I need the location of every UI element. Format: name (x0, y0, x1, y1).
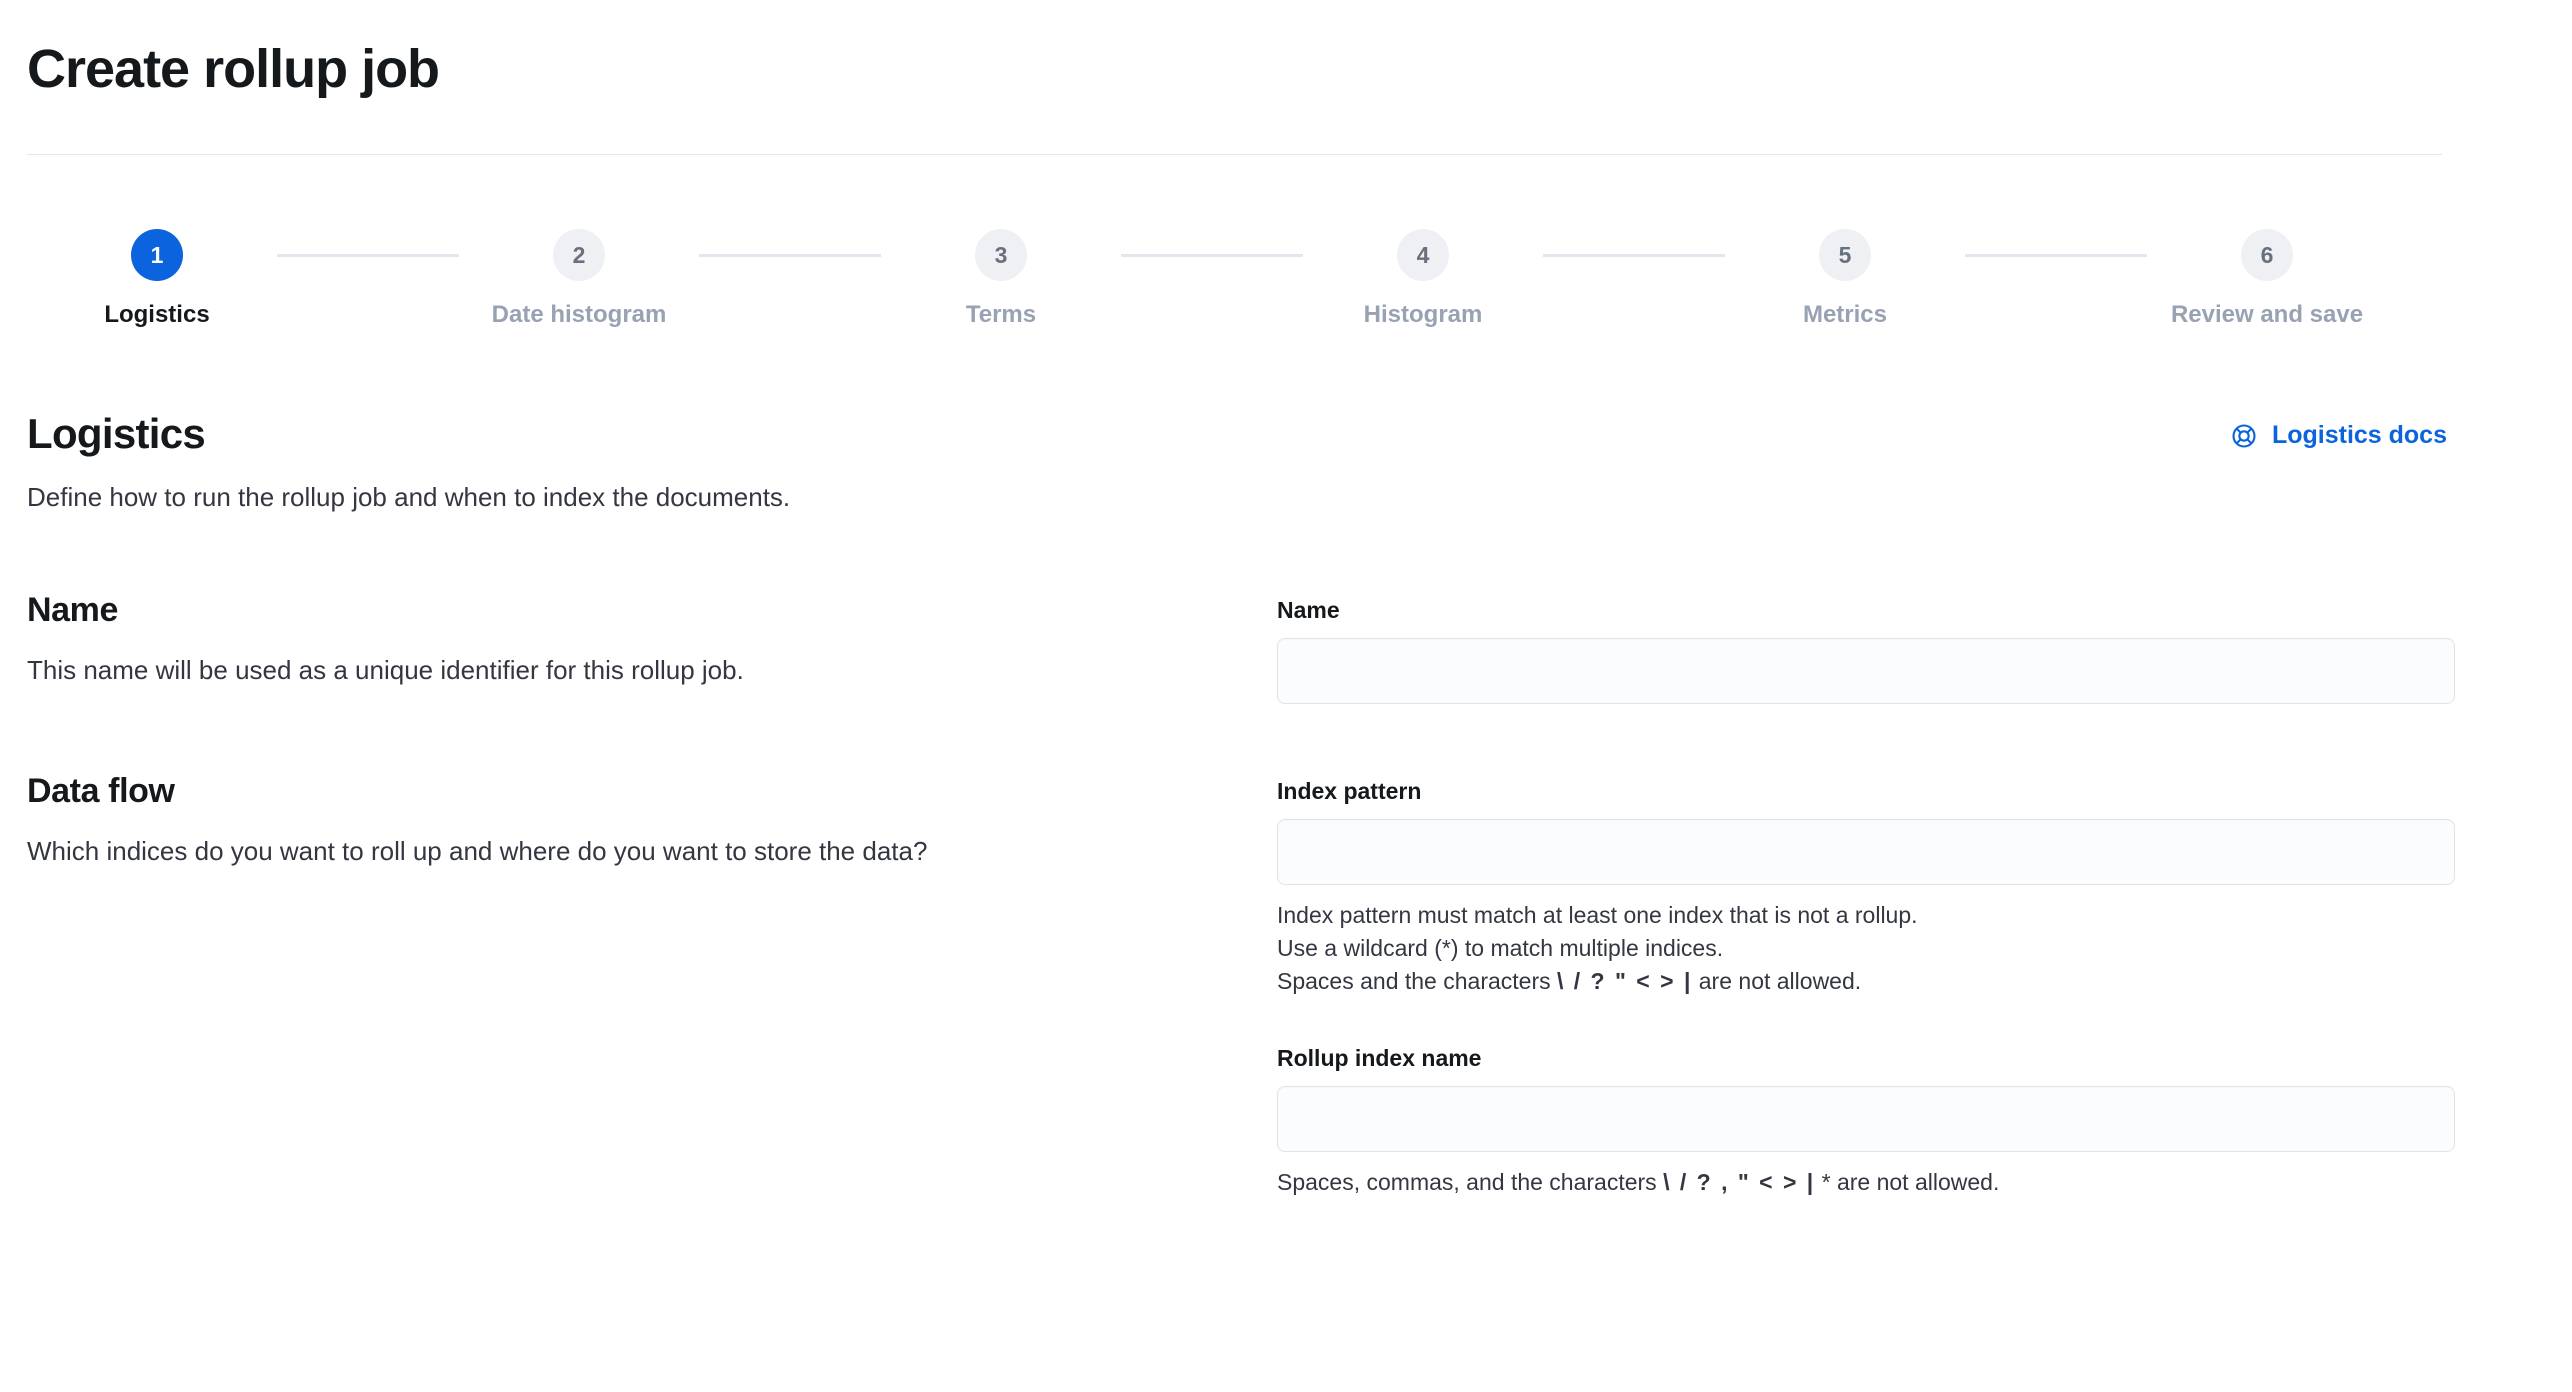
logistics-docs-label: Logistics docs (2271, 421, 2447, 450)
rollup-index-name-help (1277, 1166, 2467, 1199)
data-flow-row (27, 772, 2467, 1199)
help-circle-icon (2230, 422, 2258, 450)
index-pattern-group (1277, 778, 2467, 999)
title-divider (27, 154, 2442, 155)
step-date-histogram[interactable] (459, 229, 699, 329)
section-description: Define how to run the rollup job and when to index the documents. (27, 481, 791, 512)
create-rollup-job-page (0, 40, 2572, 1199)
name-field-label: Name (1277, 596, 1340, 623)
step-number-1: 1 (131, 229, 183, 281)
name-section-description: This name will be used as a unique identifier for this rollup job. (27, 654, 744, 685)
data-flow-section-title: Data flow (27, 771, 175, 810)
page-title: Create rollup job (27, 39, 440, 99)
step-logistics[interactable] (37, 229, 277, 329)
step-label-date-histogram: Date histogram (491, 301, 667, 329)
step-terms[interactable] (881, 229, 1121, 329)
step-histogram[interactable] (1303, 229, 1543, 329)
step-label-metrics: Metrics (1802, 301, 1888, 329)
rollup-index-name-group (1277, 1045, 2467, 1199)
step-metrics[interactable] (1725, 229, 1965, 329)
data-flow-section-description: Which indices do you want to roll up and where do you want to store the data? (27, 835, 928, 866)
section-title: Logistics (27, 410, 206, 458)
step-number-3: 3 (975, 229, 1027, 281)
rollup-index-name-help-prefix: Spaces, commas, and the characters (1277, 1168, 1664, 1195)
name-input[interactable] (1277, 638, 2455, 704)
data-flow-field-column (1277, 772, 2467, 1199)
index-pattern-input[interactable] (1277, 819, 2455, 885)
rollup-index-name-label: Rollup index name (1277, 1044, 1482, 1071)
rollup-index-name-input[interactable] (1277, 1086, 2455, 1152)
step-number-2: 2 (553, 229, 605, 281)
index-pattern-help-suffix: are not allowed. (1692, 968, 1862, 995)
index-pattern-help-line-2: Use a wildcard (*) to match multiple indices. (1277, 935, 1724, 962)
index-pattern-help-chars: \ / ? " < > | (1557, 968, 1693, 995)
step-number-5: 5 (1819, 229, 1871, 281)
step-connector-1 (277, 254, 459, 257)
step-review-and-save[interactable] (2147, 229, 2387, 329)
step-label-histogram: Histogram (1363, 301, 1483, 329)
index-pattern-help-line-3 (1277, 965, 2467, 998)
index-pattern-label: Index pattern (1277, 777, 1422, 804)
section-header-text (27, 411, 790, 514)
rollup-index-name-help-chars: \ / ? , " < > | (1663, 1168, 1816, 1195)
name-row (27, 591, 2467, 704)
logistics-docs-link[interactable] (2230, 421, 2447, 450)
data-flow-description-column (27, 772, 1277, 869)
step-label-logistics: Logistics (104, 301, 210, 329)
step-connector-2 (699, 254, 881, 257)
step-number-6: 6 (2241, 229, 2293, 281)
step-connector-3 (1121, 254, 1303, 257)
step-label-review-and-save: Review and save (2170, 301, 2364, 329)
rollup-index-name-help-suffix: * are not allowed. (1815, 1168, 2000, 1195)
step-connector-5 (1965, 254, 2147, 257)
name-section-title: Name (27, 590, 119, 629)
step-connector-4 (1543, 254, 1725, 257)
step-number-4: 4 (1397, 229, 1449, 281)
section-header (27, 411, 2447, 514)
name-field-column (1277, 591, 2467, 704)
index-pattern-help (1277, 899, 2467, 999)
step-label-terms: Terms (965, 301, 1037, 329)
index-pattern-help-line-1: Index pattern must match at least one index that is not a rollup. (1277, 901, 1918, 928)
name-description-column (27, 591, 1277, 688)
index-pattern-help-prefix: Spaces and the characters (1277, 968, 1557, 995)
wizard-stepper (27, 229, 2387, 329)
